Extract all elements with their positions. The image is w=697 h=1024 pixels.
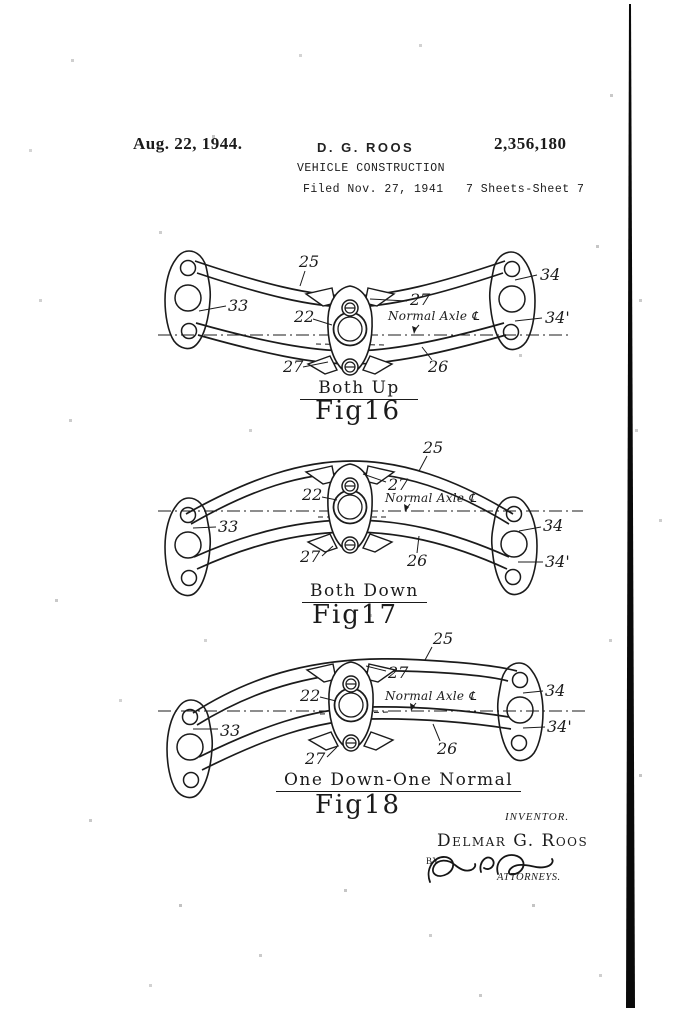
fig18-ref-26: 26	[437, 739, 458, 758]
fig17-ref-25: 25	[422, 438, 444, 457]
fig17-ref-22: 22	[302, 485, 323, 504]
scan-speckle-noise	[0, 0, 1, 1]
fig17-ref-34-prime: 34'	[545, 552, 570, 571]
filed-date: Filed Nov. 27, 1941	[303, 183, 444, 196]
fig16-label: Fig16	[314, 396, 402, 426]
fig17-right-end-plate	[492, 497, 537, 594]
patent-date: Aug. 22, 1944.	[133, 134, 243, 153]
inventor-short-name: D. G. ROOS	[317, 140, 415, 155]
fig17-ref-34: 34	[543, 516, 564, 535]
fig16-ref-34-prime: 34'	[545, 308, 570, 327]
fig18-ref-34-prime: 34'	[547, 717, 572, 736]
fig18-right-end-plate	[498, 663, 543, 760]
fig17-axle-hub	[306, 464, 394, 553]
fig18-ref-34: 34	[545, 681, 566, 700]
patent-title: VEHICLE CONSTRUCTION	[297, 162, 446, 175]
fig18-caption: One Down-One Normal	[276, 770, 521, 792]
inventor-heading: INVENTOR.	[505, 811, 570, 823]
fig18-ref-22: 22	[300, 686, 321, 705]
fig18-label: Fig18	[314, 790, 402, 820]
fig17-label: Fig17	[311, 600, 399, 630]
by-label: BY	[426, 856, 440, 866]
fig16-ref-25: 25	[298, 252, 320, 271]
attorneys-label: ATTORNEYS.	[497, 872, 561, 883]
fig16-ref-26: 26	[428, 357, 449, 376]
fig18-normal-axle-note: Normal Axle ℄	[385, 689, 477, 703]
fig16-ref-34: 34	[540, 265, 561, 284]
fig16-ref-27-top: 27	[410, 290, 431, 309]
fig16-ref-33: 33	[228, 296, 249, 315]
inventor-full-name: Delmar G. Roos	[437, 831, 589, 851]
fig17-ref-27-top: 27	[388, 475, 409, 494]
fig16-normal-axle-note: Normal Axle ℄	[388, 309, 480, 323]
fig18-ref-25: 25	[432, 629, 454, 648]
fig16-caption: Both Up	[300, 378, 418, 400]
fig17-ref-27-bottom: 27	[300, 547, 321, 566]
fig18-left-end-plate	[167, 700, 212, 797]
fig17-caption: Both Down	[302, 581, 427, 603]
patent-number: 2,356,180	[494, 134, 567, 153]
fig16-ref-27-bottom: 27	[283, 357, 304, 376]
fig18-ref-27-bottom: 27	[305, 749, 326, 768]
fig16-ref-22: 22	[294, 307, 315, 326]
fig18-ref-27-top: 27	[388, 663, 409, 682]
fig18-ref-33: 33	[220, 721, 241, 740]
fig16-axle-arrowhead	[412, 326, 417, 334]
sheet-number: 7 Sheets-Sheet 7	[466, 183, 585, 196]
fig16-left-end-plate	[165, 251, 210, 348]
fig17-ref-33: 33	[218, 517, 239, 536]
fig17-normal-axle-note: Normal Axle ℄	[385, 491, 477, 505]
fig17-ref-26: 26	[407, 551, 428, 570]
